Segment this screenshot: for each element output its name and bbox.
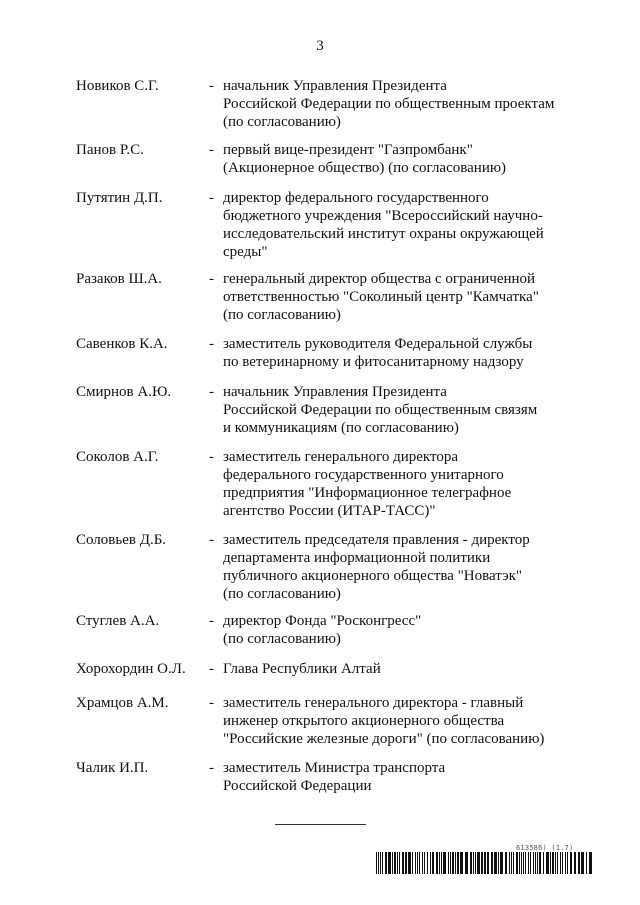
barcode-bar [578, 852, 580, 874]
position-line: (Акционерное общество) (по согласованию) [223, 160, 507, 176]
member-name: Чалик И.П. [76, 760, 149, 776]
barcode-bar [481, 852, 483, 874]
barcode-bar [412, 852, 413, 874]
document-code: 613586) (1.7) [516, 844, 574, 852]
end-divider [275, 824, 366, 825]
barcode-bar [550, 852, 551, 874]
member-name: Смирнов А.Ю. [76, 384, 172, 400]
barcode-bar [516, 852, 518, 874]
barcode-bar [450, 852, 451, 874]
barcode-bar [500, 852, 503, 874]
barcode-bar [567, 852, 568, 874]
barcode-bar [399, 852, 400, 874]
position-line: заместитель руководителя Федеральной службы [223, 336, 533, 352]
position-line: агентство России (ИТАР-ТАСС)" [223, 503, 436, 519]
barcode-bar [537, 852, 538, 874]
barcode-bar [525, 852, 526, 874]
barcode-bar [436, 852, 438, 874]
position-line: первый вице-президент "Газпромбанк" [223, 142, 473, 158]
barcode-bar [513, 852, 514, 874]
member-position [223, 270, 563, 324]
barcode-bar [388, 852, 391, 874]
position-line: заместитель генерального директора - главный [223, 695, 524, 711]
barcode-bar [475, 852, 476, 874]
barcode-icon [376, 852, 594, 874]
barcode-bar [555, 852, 556, 874]
barcode-bar [408, 852, 411, 874]
barcode-bar [457, 852, 459, 874]
barcode-bar [441, 852, 442, 874]
barcode-bar [570, 852, 572, 874]
barcode-bar [511, 852, 512, 874]
position-line: Российской Федерации по общественным связям [223, 402, 538, 418]
entry-dash: - [209, 384, 214, 400]
barcode-bar [455, 852, 456, 874]
barcode-bar [562, 852, 563, 874]
barcode-bar [530, 852, 531, 874]
position-line: "Российские железные дороги" (по согласованию) [223, 731, 545, 747]
barcode-bar [509, 852, 510, 874]
member-name: Панов Р.С. [76, 142, 144, 158]
member-name: Соловьев Д.Б. [76, 532, 167, 548]
barcode-bar [487, 852, 489, 874]
position-line: (по согласованию) [223, 307, 341, 323]
member-position [223, 141, 563, 177]
barcode-bar [473, 852, 474, 874]
barcode-bar [539, 852, 541, 874]
barcode-bar [505, 852, 507, 874]
position-line: среды" [223, 244, 268, 260]
barcode-bar [427, 852, 428, 874]
member-name: Стуглев А.А. [76, 613, 160, 629]
barcode-bar [498, 852, 499, 874]
position-line: Глава Республики Алтай [223, 661, 381, 677]
member-position [223, 531, 563, 603]
barcode-bar [494, 852, 497, 874]
position-line: исследовательский институт охраны окружающей [223, 226, 544, 242]
entry-dash: - [209, 760, 214, 776]
entry-dash: - [209, 613, 214, 629]
member-name: Хорохордин О.Л. [76, 661, 186, 677]
position-line: ответственностью "Соколиный центр "Камчатка" [223, 289, 539, 305]
barcode-bar [528, 852, 529, 874]
entry-dash: - [209, 271, 214, 287]
barcode-bar [521, 852, 522, 874]
barcode-bar [465, 852, 468, 874]
position-line: по ветеринарному и фитосанитарному надзору [223, 354, 524, 370]
entry-dash: - [209, 336, 214, 352]
position-line: начальник Управления Президента [223, 78, 447, 94]
barcode-bar [422, 852, 423, 874]
position-line: заместитель Министра транспорта [223, 760, 446, 776]
position-line: директор Фонда "Росконгресс" [223, 613, 422, 629]
barcode-bar [419, 852, 420, 874]
entry-dash: - [209, 142, 214, 158]
entry-dash: - [209, 190, 214, 206]
member-position [223, 694, 563, 748]
member-position [223, 383, 563, 437]
barcode-bar [560, 852, 561, 874]
position-line: бюджетного учреждения "Всероссийский научно- [223, 208, 543, 224]
barcode-bar [581, 852, 584, 874]
member-name: Храмцов А.М. [76, 695, 169, 711]
barcode-bar [470, 852, 472, 874]
position-line: начальник Управления Президента [223, 384, 447, 400]
barcode-bar [546, 852, 549, 874]
barcode-bar [586, 852, 587, 874]
barcode-bar [589, 852, 592, 874]
barcode-bar [535, 852, 536, 874]
position-line: Российской Федерации [223, 778, 372, 794]
barcode-bar [432, 852, 434, 874]
barcode-bar [382, 852, 383, 874]
barcode-bar [402, 852, 404, 874]
entry-dash: - [209, 661, 214, 677]
barcode-bar [405, 852, 407, 874]
position-line: публичного акционерного общества "Новатэк" [223, 568, 523, 584]
barcode-bar [394, 852, 396, 874]
barcode-bar [533, 852, 534, 874]
position-line: (по согласованию) [223, 631, 341, 647]
member-position [223, 612, 563, 648]
position-line: Российской Федерации по общественным проектам [223, 96, 555, 112]
barcode-bar [543, 852, 544, 874]
member-position [223, 660, 563, 678]
barcode-bar [417, 852, 418, 874]
member-position [223, 189, 563, 261]
position-line: (по согласованию) [223, 114, 341, 130]
barcode-bar [484, 852, 486, 874]
barcode-bar [443, 852, 446, 874]
barcode-bar [415, 852, 416, 874]
member-position [223, 448, 563, 520]
position-line: инженер открытого акционерного общества [223, 713, 505, 729]
position-line: предприятия "Информационное телеграфное [223, 485, 512, 501]
member-name: Савенков К.А. [76, 336, 168, 352]
position-line: департамента информационной политики [223, 550, 491, 566]
member-name: Соколов А.Г. [76, 449, 159, 465]
barcode-bar [392, 852, 393, 874]
barcode-bar [448, 852, 449, 874]
barcode-bar [378, 852, 379, 874]
barcode-bar [523, 852, 524, 874]
position-line: заместитель председателя правления - директор [223, 532, 530, 548]
barcode-bar [452, 852, 454, 874]
member-position [223, 759, 563, 795]
position-line: федерального государственного унитарного [223, 467, 504, 483]
entry-dash: - [209, 449, 214, 465]
position-line: директор федерального государственного [223, 190, 489, 206]
entry-dash: - [209, 78, 214, 94]
position-line: генеральный директор общества с ограниченной [223, 271, 536, 287]
barcode-bar [460, 852, 463, 874]
barcode-bar [519, 852, 520, 874]
barcode-bar [552, 852, 554, 874]
position-line: (по согласованию) [223, 586, 341, 602]
barcode-bar [491, 852, 493, 874]
member-name: Путятин Д.П. [76, 190, 163, 206]
page-number: 3 [316, 38, 324, 54]
barcode-bar [430, 852, 431, 874]
position-line: и коммуникациям (по согласованию) [223, 420, 459, 436]
barcode-bar [376, 852, 377, 874]
member-position [223, 77, 563, 131]
barcode-bar [557, 852, 558, 874]
barcode-bar [397, 852, 398, 874]
member-name: Разаков Ш.А. [76, 271, 162, 287]
barcode-bar [424, 852, 425, 874]
barcode-bar [385, 852, 387, 874]
barcode-bar [565, 852, 566, 874]
barcode-bar [380, 852, 381, 874]
entry-dash: - [209, 532, 214, 548]
barcode-bar [477, 852, 480, 874]
entry-dash: - [209, 695, 214, 711]
member-name: Новиков С.Г. [76, 78, 159, 94]
barcode-bar [574, 852, 576, 874]
barcode-bar [439, 852, 440, 874]
member-position [223, 335, 563, 371]
position-line: заместитель генерального директора [223, 449, 459, 465]
